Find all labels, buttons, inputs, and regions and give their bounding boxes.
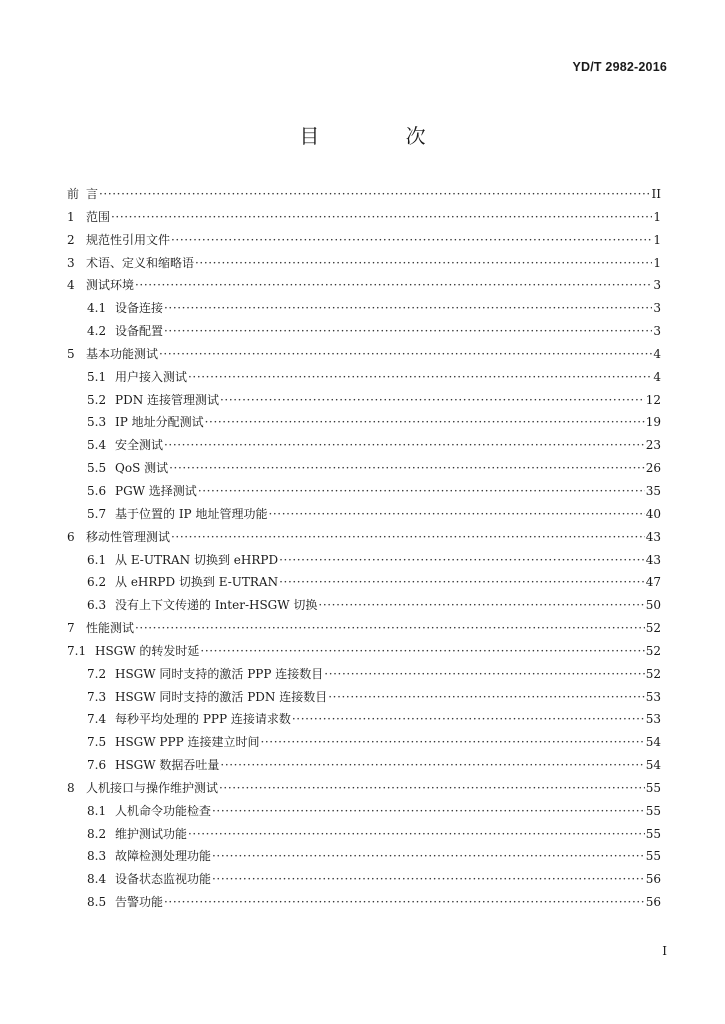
toc-dot-leader — [212, 868, 645, 891]
toc-dot-leader — [212, 845, 645, 868]
toc-entry[interactable] — [67, 549, 661, 572]
toc-entry-page: 1 — [653, 255, 661, 270]
toc-dot-leader — [171, 229, 652, 252]
toc-dot-leader — [195, 252, 652, 275]
toc-entry-number: 5.3 — [87, 415, 107, 430]
toc-entry-number: 8.2 — [87, 826, 107, 841]
toc-dot-leader — [188, 366, 652, 389]
toc-dot-leader — [292, 708, 645, 731]
toc-entry-page: 1 — [653, 209, 661, 224]
toc-entry-number: 7.5 — [87, 735, 107, 750]
toc-dot-leader — [279, 571, 645, 594]
toc-entry-number: 4 — [67, 278, 75, 293]
toc-entry[interactable] — [67, 297, 661, 320]
toc-entry[interactable] — [67, 389, 661, 412]
toc-entry-label: QoS 测试 — [115, 461, 169, 476]
toc-entry[interactable] — [67, 640, 661, 663]
toc-entry-number: 4.1 — [87, 301, 107, 316]
toc-entry-number: 8 — [67, 780, 75, 795]
toc-entry-label: 告警功能 — [115, 895, 164, 910]
toc-entry-page: 43 — [645, 529, 661, 544]
toc-entry-label: 设备配置 — [115, 324, 164, 339]
toc-entry-page: 52 — [645, 621, 661, 636]
toc-entry[interactable] — [67, 503, 661, 526]
toc-entry[interactable] — [67, 708, 661, 731]
toc-entry-page: 54 — [645, 735, 661, 750]
toc-dot-leader — [164, 434, 645, 457]
toc-entry-number: 2 — [67, 232, 75, 247]
toc-entry-number: 5 — [67, 346, 75, 361]
toc-entry[interactable] — [67, 320, 661, 343]
toc-entry-page: 55 — [645, 849, 661, 864]
standard-code: YD/T 2982-2016 — [572, 60, 667, 74]
toc-dot-leader — [220, 389, 645, 412]
toc-entry[interactable] — [67, 663, 661, 686]
toc-entry-label: 测试环境 — [86, 278, 135, 293]
toc-dot-leader — [219, 777, 645, 800]
toc-entry-label: HSGW 同时支持的激活 PPP 连接数目 — [115, 666, 324, 681]
toc-entry-number: 8.1 — [87, 803, 107, 818]
toc-entry-label: 设备状态监视功能 — [115, 872, 212, 887]
toc-entry-number: 1 — [67, 209, 75, 224]
toc-entry-page: 52 — [645, 666, 661, 681]
toc-entry-label: 基于位置的 IP 地址管理功能 — [115, 506, 268, 521]
toc-entry-number: 7.2 — [87, 666, 107, 681]
toc-entry-label: 范围 — [86, 209, 111, 224]
toc-entry-number: 5.6 — [87, 483, 107, 498]
toc-entry[interactable] — [67, 206, 661, 229]
toc-entry[interactable] — [67, 594, 661, 617]
toc-entry-number: 前 — [67, 187, 80, 201]
toc-entry-number: 5.2 — [87, 392, 107, 407]
toc-entry-label: 故障检测处理功能 — [115, 849, 212, 864]
toc-entry-page: 53 — [645, 689, 661, 704]
toc-entry-number: 4.2 — [87, 324, 107, 339]
toc-entry-number: 7.4 — [87, 712, 107, 727]
toc-entry-page: 47 — [645, 575, 661, 590]
toc-entry-label: HSGW 的转发时延 — [95, 643, 200, 658]
toc-entry[interactable] — [67, 252, 661, 275]
toc-entry-number: 5.5 — [87, 461, 107, 476]
toc-entry-page: 23 — [645, 438, 661, 453]
toc-entry[interactable] — [67, 434, 661, 457]
toc-dot-leader — [260, 731, 644, 754]
toc-entry[interactable] — [67, 731, 661, 754]
toc-dot-leader — [169, 457, 645, 480]
toc-entry[interactable] — [67, 686, 661, 709]
toc-dot-leader — [164, 891, 645, 914]
toc-entry-page: 54 — [645, 758, 661, 773]
toc-entry-label: 基本功能测试 — [86, 346, 159, 361]
toc-dot-leader — [198, 480, 645, 503]
toc-dot-leader — [171, 526, 645, 549]
toc-entry-label: HSGW 数据吞吐量 — [115, 758, 220, 773]
toc-entry-number: 6.2 — [87, 575, 107, 590]
toc-entry-number: 7.3 — [87, 689, 107, 704]
toc-entry-page: 12 — [645, 392, 661, 407]
toc-dot-leader — [99, 183, 651, 206]
toc-entry-label: 人机接口与操作维护测试 — [86, 780, 219, 795]
toc-dot-leader — [328, 686, 644, 709]
toc-entry[interactable] — [67, 411, 661, 434]
toc-dot-leader — [111, 206, 652, 229]
toc-dot-leader — [268, 503, 644, 526]
toc-entry-page: 55 — [645, 826, 661, 841]
toc-entry-label: IP 地址分配测试 — [115, 415, 204, 430]
toc-entry[interactable] — [67, 571, 661, 594]
toc-entry[interactable] — [67, 800, 661, 823]
toc-entry-number: 6 — [67, 529, 75, 544]
toc-entry-page: 55 — [645, 780, 661, 795]
toc-entry[interactable] — [67, 526, 661, 549]
toc-entry[interactable] — [67, 229, 661, 252]
toc-dot-leader — [164, 320, 652, 343]
toc-dot-leader — [212, 800, 645, 823]
toc-entry-label: 术语、定义和缩略语 — [86, 255, 195, 270]
toc-dot-leader — [164, 297, 652, 320]
toc-dot-leader — [205, 411, 645, 434]
toc-entry[interactable] — [67, 777, 661, 800]
toc-entry-page: 26 — [645, 461, 661, 476]
toc-entry-label: 从 eHRPD 切换到 E-UTRAN — [115, 575, 279, 590]
toc-dot-leader — [188, 823, 645, 846]
toc-entry[interactable] — [67, 480, 661, 503]
toc-entry-label: 维护测试功能 — [115, 826, 188, 841]
toc-entry[interactable] — [67, 183, 661, 206]
toc-entry-number: 5.1 — [87, 369, 107, 384]
toc-entry-label: 规范性引用文件 — [86, 232, 171, 247]
toc-entry-label: HSGW 同时支持的激活 PDN 连接数目 — [115, 689, 328, 704]
toc-entry-page: 3 — [653, 301, 661, 316]
toc-entry-page: 1 — [653, 232, 661, 247]
table-of-contents — [67, 183, 661, 914]
toc-entry-page: 4 — [653, 346, 661, 361]
toc-dot-leader — [135, 274, 652, 297]
toc-entry-label: HSGW PPP 连接建立时间 — [115, 735, 260, 750]
toc-entry-page: 43 — [645, 552, 661, 567]
toc-entry[interactable] — [67, 845, 661, 868]
toc-entry-label: 从 E-UTRAN 切换到 eHRPD — [115, 552, 279, 567]
toc-entry[interactable] — [67, 457, 661, 480]
toc-entry-number: 5.7 — [87, 506, 107, 521]
toc-entry-page: 19 — [645, 415, 661, 430]
toc-entry-label: 每秒平均处理的 PPP 连接请求数 — [115, 712, 291, 727]
toc-entry-page: 3 — [653, 278, 661, 293]
toc-entry-page: 4 — [653, 369, 661, 384]
toc-dot-leader — [318, 594, 644, 617]
toc-entry-page: 50 — [645, 598, 661, 613]
toc-entry-number: 7.6 — [87, 758, 107, 773]
toc-entry-number: 3 — [67, 255, 75, 270]
toc-entry-page: 3 — [653, 324, 661, 339]
toc-entry-number: 8.5 — [87, 895, 107, 910]
toc-entry-label: 性能测试 — [86, 621, 135, 636]
toc-entry-label: 言 — [86, 187, 99, 201]
toc-entry-page: 56 — [645, 895, 661, 910]
toc-entry-label: 没有上下文传递的 Inter-HSGW 切换 — [115, 598, 318, 613]
toc-entry[interactable] — [67, 868, 661, 891]
toc-entry-label: 人机命令功能检查 — [115, 803, 212, 818]
toc-dot-leader — [159, 343, 652, 366]
toc-dot-leader — [279, 549, 645, 572]
page-title: 目 次 — [299, 124, 466, 148]
toc-entry-number: 5.4 — [87, 438, 107, 453]
toc-entry[interactable] — [67, 823, 661, 846]
toc-entry[interactable] — [67, 274, 661, 297]
toc-entry-number: 6.3 — [87, 598, 107, 613]
toc-entry-label: 用户接入测试 — [115, 369, 188, 384]
toc-entry[interactable] — [67, 754, 661, 777]
toc-entry-number: 8.4 — [87, 872, 107, 887]
toc-dot-leader — [220, 754, 644, 777]
toc-entry-page: 40 — [645, 506, 661, 521]
toc-entry-label: PDN 连接管理测试 — [115, 392, 220, 407]
toc-entry-number: 7 — [67, 621, 75, 636]
toc-entry-label: 安全测试 — [115, 438, 164, 453]
toc-entry-number: 8.3 — [87, 849, 107, 864]
toc-entry[interactable] — [67, 343, 661, 366]
toc-dot-leader — [324, 663, 644, 686]
toc-entry-label: PGW 选择测试 — [115, 483, 197, 498]
toc-entry-page: 55 — [645, 803, 661, 818]
toc-entry-page: 56 — [645, 872, 661, 887]
toc-entry-page: II — [651, 187, 661, 201]
page-number: I — [662, 944, 667, 958]
toc-entry-label: 移动性管理测试 — [86, 529, 171, 544]
toc-dot-leader — [200, 640, 644, 663]
toc-entry[interactable] — [67, 366, 661, 389]
toc-entry[interactable] — [67, 617, 661, 640]
toc-entry-page: 53 — [645, 712, 661, 727]
toc-entry-number: 6.1 — [87, 552, 107, 567]
toc-entry-label: 设备连接 — [115, 301, 164, 316]
toc-entry[interactable] — [67, 891, 661, 914]
toc-entry-page: 52 — [645, 643, 661, 658]
toc-entry-number: 7.1 — [67, 643, 87, 658]
toc-dot-leader — [135, 617, 645, 640]
toc-entry-page: 35 — [645, 483, 661, 498]
